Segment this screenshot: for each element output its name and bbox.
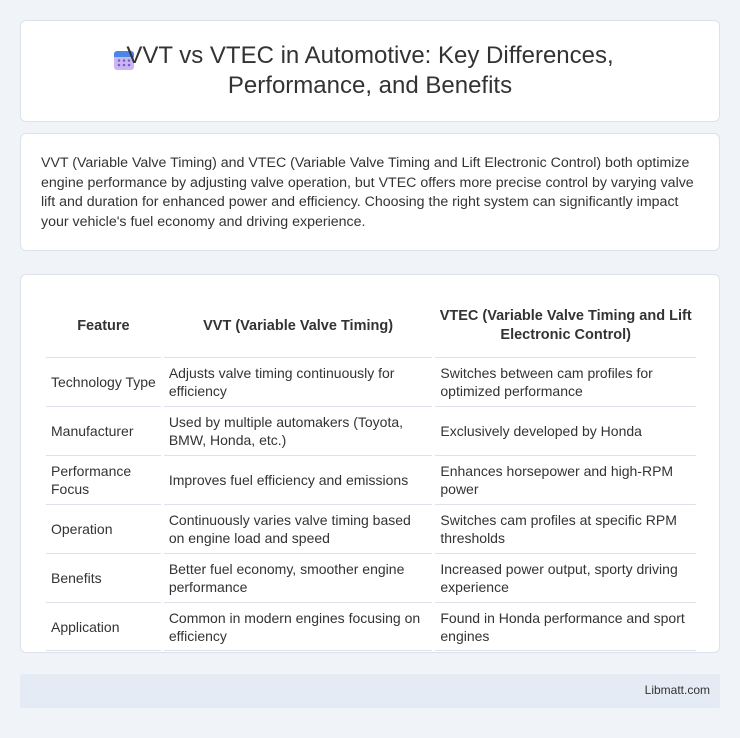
row-vvt: Better fuel economy, smoother engine performance (164, 553, 433, 602)
row-vvt: Continuously varies valve timing based on engine load and speed (164, 504, 433, 553)
row-vvt: Common in modern engines focusing on efficiency (164, 602, 433, 651)
row-vvt: Used by multiple automakers (Toyota, BMW, Honda, etc.) (164, 406, 433, 455)
title-wrap (21, 21, 719, 121)
comparison-card (20, 274, 720, 653)
row-vtec: Enhances horsepower and high-RPM power (435, 455, 696, 504)
table-row (46, 357, 696, 406)
row-vtec: Increased power output, sporty driving experience (435, 553, 696, 602)
table-row (46, 406, 696, 455)
row-vtec: Exclusively developed by Honda (435, 406, 696, 455)
row-feature: Manufacturer (46, 406, 161, 455)
footer-bar (20, 674, 720, 708)
row-feature: Operation (46, 504, 161, 553)
table-row (46, 504, 696, 553)
row-vtec: Found in Honda performance and sport engines (435, 602, 696, 651)
row-vvt: Adjusts valve timing continuously for efficiency (164, 357, 433, 406)
table-row (46, 602, 696, 651)
intro-paragraph: VVT (Variable Valve Timing) and VTEC (Variable Valve Timing and Lift Electronic Control) both optimize engine performance by adjusting valve operation, but VTEC offers more precise control by varying valve lift and duration for enhanced power and efficiency. Choosing the right system can significantly impact your vehicle's fuel economy and driving experience. (41, 155, 694, 230)
header-vvt: VVT (Variable Valve Timing) (203, 317, 394, 334)
table-row (46, 455, 696, 504)
row-vvt: Improves fuel efficiency and emissions (164, 455, 433, 504)
row-feature: Benefits (46, 553, 161, 602)
page-title: VVT vs VTEC in Automotive: Key Differences, Performance, and Benefits (126, 42, 614, 99)
comparison-table (43, 295, 699, 651)
intro-card (20, 133, 720, 251)
row-feature: Performance Focus (46, 455, 161, 504)
header-vtec: VTEC (Variable Valve Timing and Lift Electronic Control) (439, 308, 692, 343)
footer-site-link[interactable]: Libmatt.com (644, 683, 710, 697)
row-feature: Technology Type (46, 357, 161, 406)
row-vtec: Switches between cam profiles for optimized performance (435, 357, 696, 406)
title-card (20, 20, 720, 122)
row-vtec: Switches cam profiles at specific RPM thresholds (435, 504, 696, 553)
row-feature: Application (46, 602, 161, 651)
table-header-row (46, 295, 696, 357)
header-feature: Feature (77, 317, 130, 334)
table-row (46, 553, 696, 602)
